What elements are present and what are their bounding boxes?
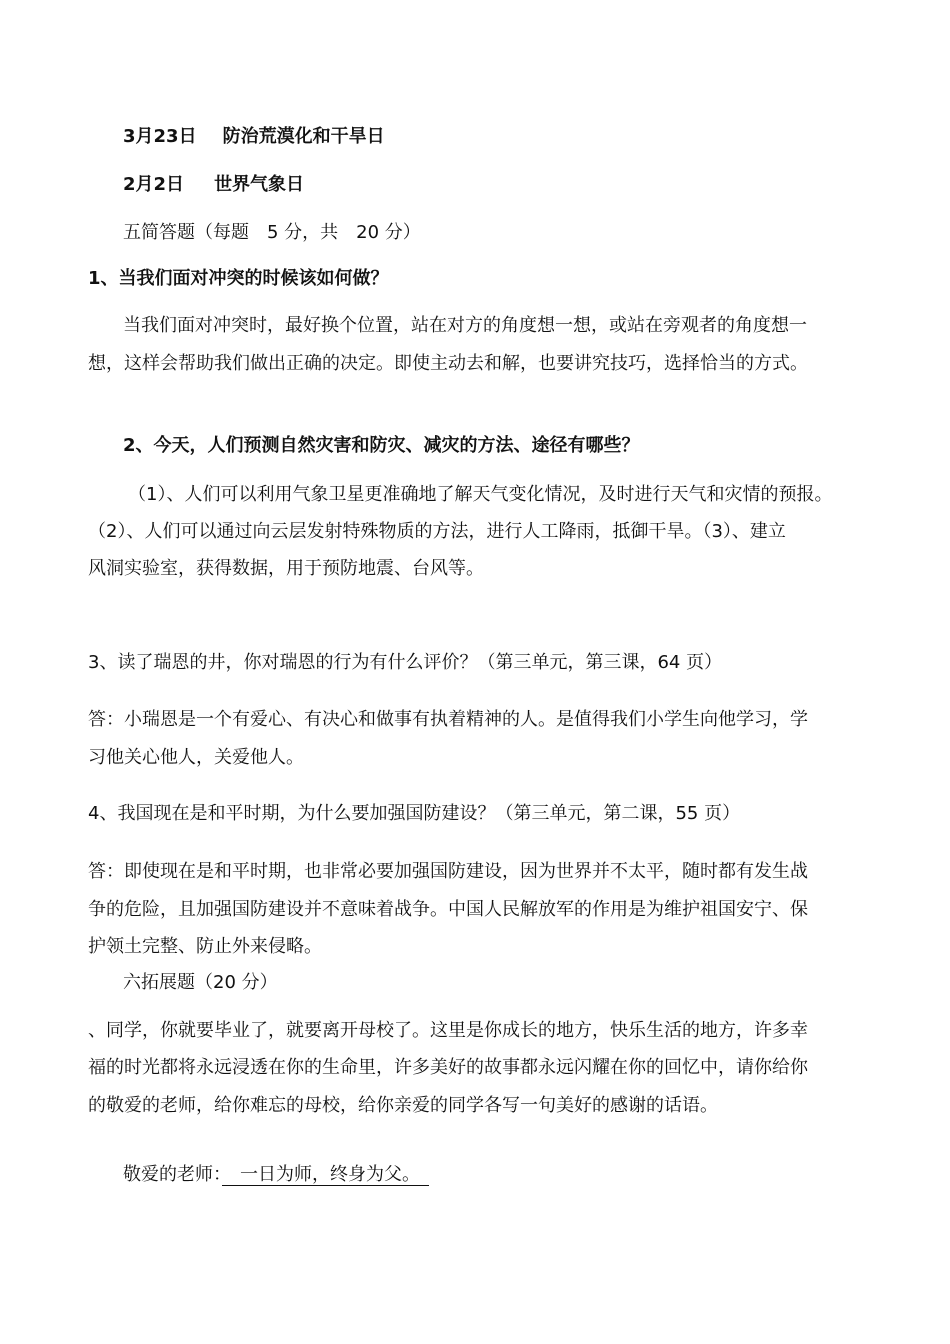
prompt-6-line-1: 、同学，你就要毕业了，就要离开母校了。这里是你成长的地方，快乐生活的地方，许多幸: [88, 1020, 808, 1041]
answer-4-line-3: 护领土完整、防止外来侵略。: [88, 936, 322, 957]
question-3: 3、读了瑞恩的井，你对瑞恩的行为有什么评价？（第三单元，第三课，64 页）: [88, 652, 723, 673]
answer-1-line-2: 想，这样会帮助我们做出正确的决定。即使主动去和解，也要讲究技巧，选择恰当的方式。: [88, 353, 808, 374]
question-2: 2、今天，人们预测自然灾害和防灾、减灾的方法、途径有哪些？: [123, 435, 640, 456]
date-line-2: [123, 174, 863, 196]
answer-2-line-3: 风洞实验室，获得数据，用于预防地震、台风等。: [88, 558, 484, 579]
teacher-answer: 一日为师，终身为父。: [240, 1164, 411, 1185]
section-6-heading: 六拓展题（20 分）: [123, 972, 278, 993]
teacher-label: 敬爱的老师：: [123, 1164, 222, 1185]
answer-2-line-2: （2）、人们可以通过向云层发射特殊物质的方法，进行人工降雨，抵御干旱。（3）、建立: [88, 521, 786, 542]
question-1: 1、当我们面对冲突的时候该如何做？: [88, 268, 389, 289]
prompt-6-line-2: 福的时光都将永远浸透在你的生命里，许多美好的故事都永远闪耀在你的回忆中，请你给你: [88, 1057, 808, 1078]
date-1: 3月23日: [123, 126, 197, 147]
date-line-1: [123, 126, 863, 148]
answer-4-line-1: 答：即使现在是和平时期，也非常必要加强国防建设，因为世界并不太平，随时都有发生战: [88, 861, 808, 882]
answer-1-line-1: 当我们面对冲突时，最好换个位置，站在对方的角度想一想，或站在旁观者的角度想一: [123, 315, 807, 336]
answer-3-line-1: 答：小瑞恩是一个有爱心、有决心和做事有执着精神的人。是值得我们小学生向他学习，学: [88, 709, 808, 730]
answer-3-line-2: 习他关心他人，关爱他人。: [88, 747, 304, 768]
section-5-heading: 五简答题（每题 5 分，共 20 分）: [123, 222, 421, 243]
teacher-line: [123, 1164, 863, 1186]
answer-4-line-2: 争的危险，且加强国防建设并不意味着战争。中国人民解放军的作用是为维护祖国安宁、保: [88, 899, 808, 920]
date-2: 2月2日: [123, 174, 185, 195]
date-1-event: 防治荒漠化和干旱日: [222, 126, 385, 147]
answer-2-line-1: （1）、人们可以利用气象卫星更准确地了解天气变化情况，及时进行天气和灾情的预报。: [128, 484, 833, 505]
prompt-6-line-3: 的敬爱的老师，给你难忘的母校，给你亲爱的同学各写一句美好的感谢的话语。: [88, 1095, 718, 1116]
date-2-event: 世界气象日: [214, 174, 305, 195]
question-4: 4、我国现在是和平时期，为什么要加强国防建设？（第三单元，第二课，55 页）: [88, 803, 741, 824]
